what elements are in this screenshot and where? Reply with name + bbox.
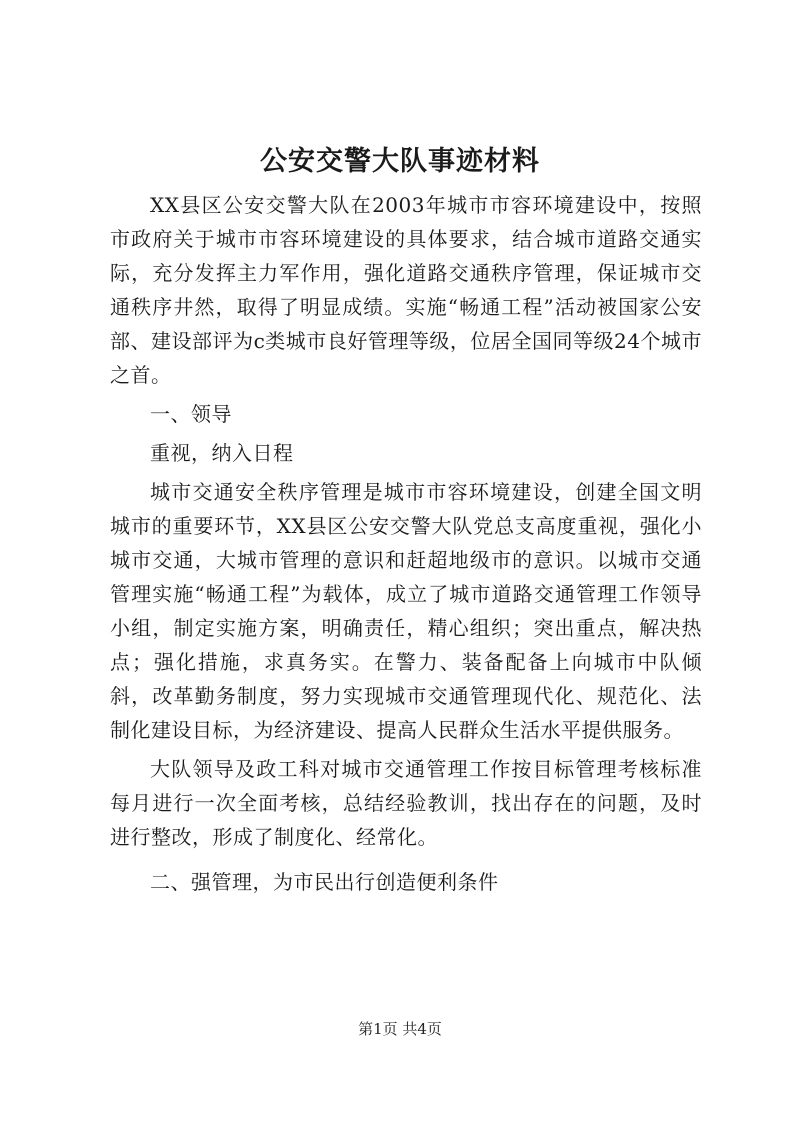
paragraph-assessment: 大队领导及政工科对城市交通管理工作按目标管理考核标准每月进行一次全面考核，总结经验教训，找出存在的问题，及时进行整改，形成了制度化、经常化。 (110, 757, 702, 849)
page-number-footer: 第1页 共4页 (358, 1020, 442, 1038)
document-body (110, 188, 702, 899)
document-title: 公安交警大队事迹材料 (260, 146, 540, 177)
paragraph-intro: XX县区公安交警大队在2003年城市市容环境建设中，按照市政府关于城市市容环境建设的具体要求，结合城市道路交通实际，充分发挥主力军作用，强化道路交通秩序管理，保证城市交通秩序井然，取得了明显成绩。实施“畅通工程”活动被国家公安部、建设部评为c类城市良好管理等级，位居全国同等级24个城市之首。 (110, 193, 702, 387)
paragraph-leadership: 城市交通安全秩序管理是城市市容环境建设，创建全国文明城市的重要环节，XX县区公安交警大队党总支高度重视，强化小城市交通，大城市管理的意识和赶超地级市的意识。以城市交通管理实施“畅通工程”为载体，成立了城市道路交通管理工作领导小组，制定实施方案，明确责任，精心组织；突出重点，解决热点；强化措施，求真务实。在警力、装备配备上向城市中队倾斜，改革勤务制度，努力实现城市交通管理现代化、规范化、法制化建设目标，为经济建设、提高人民群众生活水平提供服务。 (110, 480, 702, 742)
section-heading-one: 一、领导 (150, 402, 232, 426)
section-heading-two: 二、强管理，为市民出行创造便利条件 (150, 870, 499, 894)
section-subheading-one: 重视，纳入日程 (150, 441, 294, 465)
